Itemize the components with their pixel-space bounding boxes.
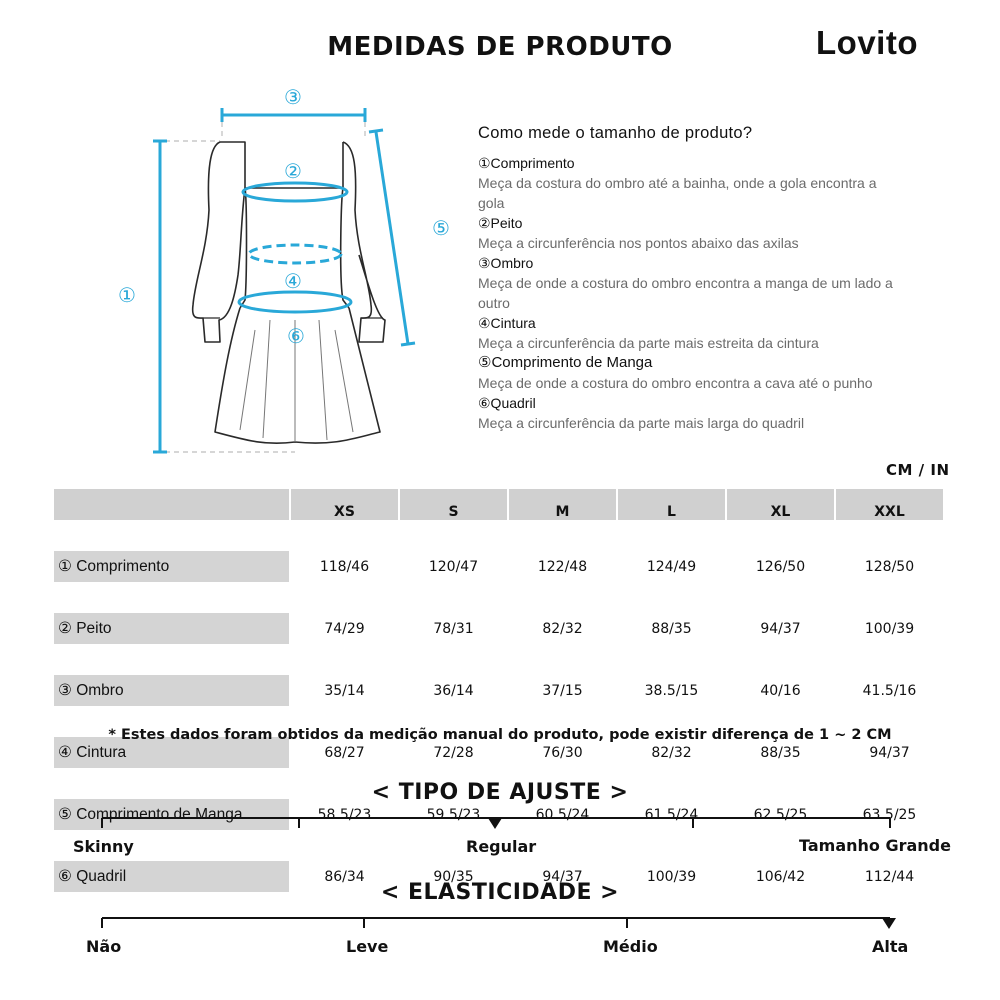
measure-item: [478, 253, 968, 313]
size-header: XS: [291, 489, 398, 520]
table-cell: 76/30: [542, 744, 583, 761]
table-cell: 106/42: [755, 868, 806, 885]
measure-item-label: ②Peito: [478, 215, 523, 231]
measure-item-label: ③Ombro: [478, 255, 534, 271]
fit-label-large: Tamanho Grande: [799, 836, 951, 855]
dress-measurement-diagram: [95, 80, 470, 465]
table-cell: 37/15: [542, 682, 583, 699]
marker-length: ①: [118, 283, 136, 307]
table-cell: 128/50: [864, 558, 915, 575]
measure-item: [478, 393, 968, 433]
table-row: [54, 551, 943, 582]
measure-item: [478, 313, 968, 353]
table-cell: 82/32: [542, 620, 583, 637]
measure-item: [478, 213, 968, 253]
table-cell: 40/16: [760, 682, 801, 699]
measure-item: [478, 153, 968, 213]
brand-logo: Lovito: [816, 24, 918, 61]
table-cell: 94/37: [760, 620, 801, 637]
table-cell: 58.5/23: [317, 806, 372, 823]
elasticity-label-high: Alta: [872, 937, 909, 956]
table-cell: 94/37: [542, 868, 583, 885]
table-cell: 120/47: [428, 558, 479, 575]
table-cell: 112/44: [864, 868, 915, 885]
table-cell: 100/39: [646, 868, 697, 885]
row-label: ② Peito: [54, 613, 289, 644]
size-header: S: [400, 489, 507, 520]
table-cell: 86/34: [324, 868, 365, 885]
elasticity-title: < ELASTICIDADE >: [380, 880, 620, 905]
table-cell: 88/35: [651, 620, 692, 637]
table-cell: 94/37: [869, 744, 910, 761]
table-cell: 41.5/16: [862, 682, 917, 699]
table-cell: 100/39: [864, 620, 915, 637]
measure-item-desc: Meça de onde a costura do ombro encontra a manga de um lado a outro: [478, 275, 893, 311]
measure-item-desc: Meça de onde a costura do ombro encontra a cava até o punho: [478, 375, 873, 391]
fit-label-regular: Regular: [466, 837, 537, 856]
measure-item: [478, 353, 968, 393]
table-cell: 59.5/23: [426, 806, 481, 823]
row-label: ⑤ Comprimento de Manga: [54, 799, 289, 830]
table-cell: 118/46: [319, 558, 370, 575]
table-cell: 82/32: [651, 744, 692, 761]
table-corner: [54, 489, 289, 520]
table-cell: 62.5/25: [753, 806, 808, 823]
table-cell: 126/50: [755, 558, 806, 575]
elasticity-selected-marker: [882, 918, 896, 929]
size-header: L: [618, 489, 725, 520]
row-label: ③ Ombro: [54, 675, 289, 706]
table-cell: 72/28: [433, 744, 474, 761]
measure-item-desc: Meça da costura do ombro até a bainha, onde a gola encontra a gola: [478, 175, 877, 211]
row-label: ④ Cintura: [54, 737, 289, 768]
how-to-measure-question: Como mede o tamanho de produto?: [478, 124, 753, 142]
page-title: MEDIDAS DE PRODUTO: [327, 32, 673, 62]
fit-selected-marker: [488, 818, 502, 829]
unit-label: CM / IN: [886, 461, 950, 479]
fit-label-skinny: Skinny: [73, 837, 134, 856]
row-label: ① Comprimento: [54, 551, 289, 582]
measure-item-desc: Meça a circunferência da parte mais larga do quadril: [478, 415, 805, 431]
table-cell: 78/31: [433, 620, 474, 637]
elasticity-label-none: Não: [86, 937, 122, 956]
table-cell: 124/49: [646, 558, 697, 575]
table-cell: 88/35: [760, 744, 801, 761]
marker-waist: ④: [284, 269, 302, 293]
measure-item-label: ④Cintura: [478, 315, 536, 331]
measure-item-desc: Meça a circunferência da parte mais estreita da cintura: [478, 335, 819, 351]
measure-item-label: ⑥Quadril: [478, 395, 536, 411]
table-cell: 60.5/24: [535, 806, 590, 823]
elasticity-label-medium: Médio: [603, 937, 658, 956]
row-label: ⑥ Quadril: [54, 861, 289, 892]
table-cell: 61.5/24: [644, 806, 699, 823]
marker-sleeve: ⑤: [432, 216, 450, 240]
size-header: XXL: [836, 489, 943, 520]
marker-chest: ②: [284, 159, 302, 183]
measurement-note: * Estes dados foram obtidos da medição manual do produto, pode existir diferença de 1 ~ 2 CM: [108, 727, 892, 743]
table-cell: 35/14: [324, 682, 365, 699]
table-row: [54, 675, 943, 706]
table-cell: 74/29: [324, 620, 365, 637]
marker-hip: ⑥: [287, 324, 305, 348]
size-header: XL: [727, 489, 834, 520]
table-header-row: [54, 489, 943, 520]
table-cell: 38.5/15: [644, 682, 699, 699]
table-row: [54, 613, 943, 644]
marker-shoulder: ③: [284, 85, 302, 109]
table-cell: 68/27: [324, 744, 365, 761]
elasticity-label-light: Leve: [346, 937, 389, 956]
table-cell: 122/48: [537, 558, 588, 575]
how-to-measure: [478, 124, 968, 433]
table-cell: 90/35: [433, 868, 474, 885]
measure-item-desc: Meça a circunferência nos pontos abaixo das axilas: [478, 235, 799, 251]
fit-type-title: < TIPO DE AJUSTE >: [371, 780, 629, 805]
table-cell: 36/14: [433, 682, 474, 699]
size-header: M: [509, 489, 616, 520]
measure-item-label: ①Comprimento: [478, 155, 575, 171]
measure-item-label: ⑤Comprimento de Manga: [478, 354, 653, 371]
elasticity-scale: [0, 912, 1000, 934]
table-cell: 63.5/25: [862, 806, 917, 823]
fit-type-scale: [0, 812, 1000, 834]
